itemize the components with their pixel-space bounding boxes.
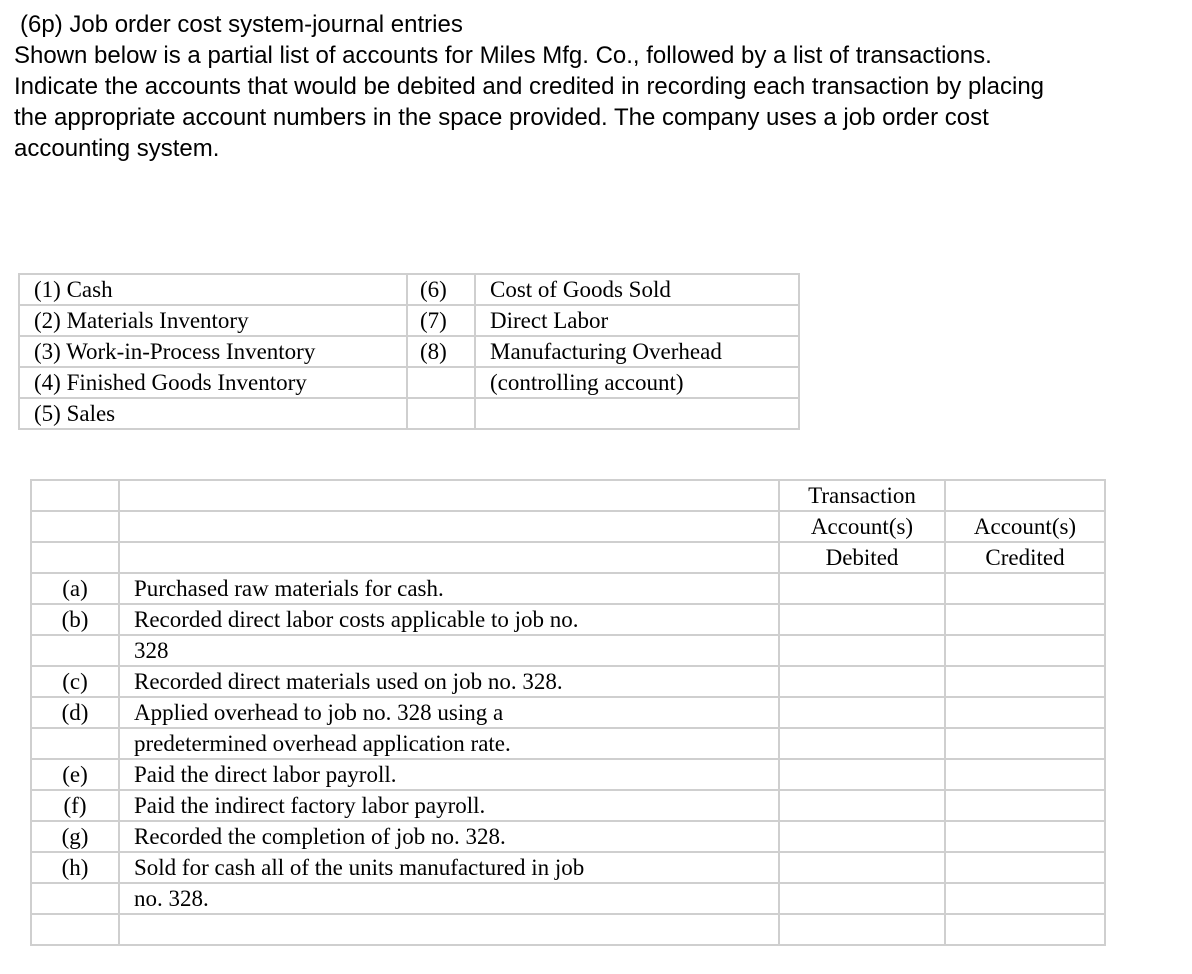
credit-cell[interactable] [945, 604, 1105, 635]
transaction-text [119, 914, 779, 945]
transaction-text: Recorded the completion of job no. 328. [119, 821, 779, 852]
account-number: (6) [407, 274, 475, 305]
accounts-row [19, 398, 799, 429]
transaction-text: Recorded direct materials used on job no. 328. [119, 666, 779, 697]
transaction-row [31, 635, 1105, 666]
instructions [14, 40, 1184, 164]
credit-cell[interactable] [945, 914, 1105, 945]
transaction-letter: (f) [63, 793, 87, 818]
account-number [407, 367, 475, 398]
credit-cell[interactable] [945, 666, 1105, 697]
transaction-letter: (e) [62, 762, 88, 787]
debit-cell[interactable] [779, 883, 945, 914]
debit-cell[interactable] [779, 821, 945, 852]
transaction-text: predetermined overhead application rate. [119, 728, 779, 759]
debit-header: Transaction [779, 480, 945, 511]
transaction-letter: (d) [61, 700, 89, 725]
credit-cell[interactable] [945, 635, 1105, 666]
instructions-line: Shown below is a partial list of accounts for Miles Mfg. Co., followed by a list of transactions. [14, 42, 992, 69]
page-title: (6p) Job order cost system-journal entries [20, 11, 463, 38]
header-row [31, 542, 1105, 573]
account-label: (5) Sales [19, 398, 407, 429]
debit-cell[interactable] [779, 728, 945, 759]
credit-cell[interactable] [945, 728, 1105, 759]
transaction-row [31, 697, 1105, 728]
account-label: Cost of Goods Sold [475, 274, 799, 305]
account-label: (3) Work-in-Process Inventory [19, 336, 407, 367]
debit-cell[interactable] [779, 635, 945, 666]
transaction-row [31, 666, 1105, 697]
credit-cell[interactable] [945, 852, 1105, 883]
transaction-row [31, 821, 1105, 852]
transaction-row [31, 883, 1105, 914]
credit-header: Credited [945, 542, 1105, 573]
credit-cell[interactable] [945, 821, 1105, 852]
instructions-line: the appropriate account numbers in the space provided. The company uses a job order cost [14, 104, 989, 131]
accounts-row [19, 305, 799, 336]
account-label: (4) Finished Goods Inventory [19, 367, 407, 398]
transaction-text: Paid the indirect factory labor payroll. [119, 790, 779, 821]
transaction-text: Applied overhead to job no. 328 using a [119, 697, 779, 728]
accounts-row [19, 336, 799, 367]
transaction-letter: (c) [62, 669, 88, 694]
transaction-text: Sold for cash all of the units manufactured in job [119, 852, 779, 883]
credit-header: Account(s) [945, 511, 1105, 542]
credit-cell[interactable] [945, 759, 1105, 790]
accounts-row [19, 367, 799, 398]
transaction-letter: (g) [61, 824, 89, 849]
debit-cell[interactable] [779, 790, 945, 821]
debit-cell[interactable] [779, 759, 945, 790]
transaction-row [31, 759, 1105, 790]
account-label: (controlling account) [475, 367, 799, 398]
credit-cell[interactable] [945, 573, 1105, 604]
transaction-row [31, 573, 1105, 604]
credit-cell[interactable] [945, 790, 1105, 821]
account-number: (7) [407, 305, 475, 336]
transaction-text: Purchased raw materials for cash. [119, 573, 779, 604]
credit-cell[interactable] [945, 883, 1105, 914]
transaction-row [31, 914, 1105, 945]
accounts-row [19, 274, 799, 305]
debit-cell[interactable] [779, 914, 945, 945]
debit-cell[interactable] [779, 852, 945, 883]
instructions-line: Indicate the accounts that would be debited and credited in recording each transaction by placing [14, 73, 1045, 100]
debit-cell[interactable] [779, 573, 945, 604]
transaction-letter: (h) [61, 855, 89, 880]
transaction-letter: (a) [62, 576, 88, 601]
account-number: (8) [407, 336, 475, 367]
account-number [407, 398, 475, 429]
transaction-row [31, 790, 1105, 821]
transaction-row [31, 852, 1105, 883]
transaction-text: 328 [119, 635, 779, 666]
transaction-row [31, 728, 1105, 759]
transaction-text: no. 328. [119, 883, 779, 914]
transaction-row [31, 604, 1105, 635]
header-row [31, 511, 1105, 542]
header-row [31, 480, 1105, 511]
account-label: Manufacturing Overhead [475, 336, 799, 367]
credit-cell[interactable] [945, 697, 1105, 728]
instructions-line: accounting system. [14, 135, 220, 162]
transaction-text: Recorded direct labor costs applicable to job no. [119, 604, 779, 635]
account-label: Direct Labor [475, 305, 799, 336]
debit-cell[interactable] [779, 666, 945, 697]
debit-header: Debited [779, 542, 945, 573]
debit-cell[interactable] [779, 697, 945, 728]
transaction-letter: (b) [61, 607, 89, 632]
transaction-text: Paid the direct labor payroll. [119, 759, 779, 790]
account-label: (1) Cash [19, 274, 407, 305]
transactions-table [30, 479, 1106, 946]
debit-header: Account(s) [779, 511, 945, 542]
accounts-table [18, 273, 800, 430]
account-label: (2) Materials Inventory [19, 305, 407, 336]
debit-cell[interactable] [779, 604, 945, 635]
account-label [475, 398, 799, 429]
